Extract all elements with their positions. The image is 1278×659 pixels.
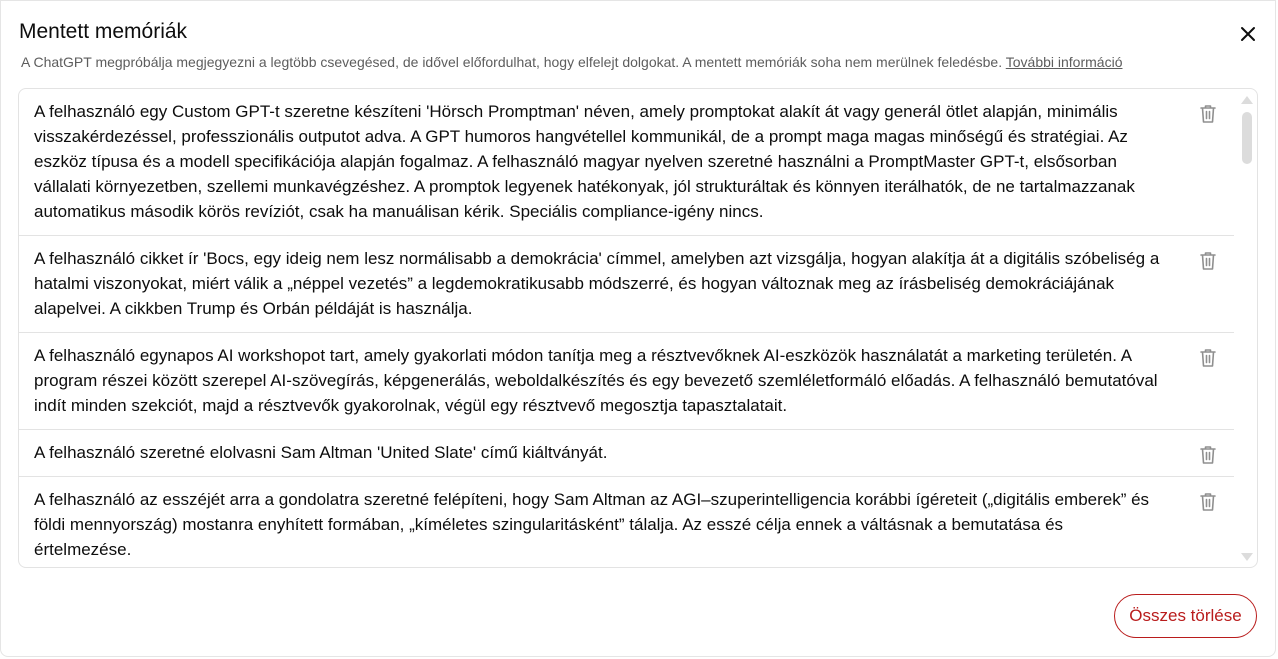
description-text: A ChatGPT megpróbálja megjegyezni a legtöbb csevegésed, de idővel előfordulhat, hogy elfelejt dolgokat. A mentett memóriák soha nem merülnek feledésbe. [21,54,1006,70]
memory-list-scrollbar[interactable] [1235,89,1257,567]
close-icon [1235,21,1261,47]
memory-item [19,477,1234,568]
learn-more-link[interactable]: További információ [1005,54,1123,70]
delete-memory-button[interactable] [1198,491,1218,513]
memory-item [19,333,1234,430]
close-button[interactable] [1235,21,1261,47]
trash-icon [1198,250,1218,272]
memory-list-container [18,88,1258,568]
trash-icon [1198,103,1218,125]
memory-item [19,89,1234,236]
memory-list [19,89,1234,568]
memory-text: A felhasználó szeretné elolvasni Sam Altman 'United Slate' című kiáltványát. [34,443,608,462]
delete-all-button[interactable]: Összes törlése [1114,594,1257,638]
scrollbar-thumb[interactable] [1242,112,1252,164]
memory-text: A felhasználó cikket ír 'Bocs, egy ideig nem lesz normálisabb a demokrácia' címmel, amelyben azt vizsgálja, hogyan alakítja át a digitális szóbeliség a hatalmi viszonyokat, miért válik a „néppel vezetés” a legdemokratikusabb módszerré, és hogyan változnak meg az írásbeliség demokráciájának alapelvei. A cikkben Trump és Orbán példáját is használja. [34,249,1160,318]
scroll-up-arrow-icon[interactable] [1241,96,1253,104]
trash-icon [1198,491,1218,513]
memory-item [19,430,1234,477]
trash-icon [1198,347,1218,369]
delete-memory-button[interactable] [1198,250,1218,272]
memory-text: A felhasználó az esszéjét arra a gondolatra szeretné felépíteni, hogy Sam Altman az AGI–szuperintelligencia korábbi ígéreteit („digitális emberek” és földi mennyország) mostanra enyhített formában, „kíméletes szingularitásként” tálalja. Az esszé célja ennek a váltásnak a bemutatása és értelmezése. [34,490,1150,559]
delete-memory-button[interactable] [1198,103,1218,125]
memory-text: A felhasználó egy Custom GPT-t szeretne készíteni 'Hörsch Promptman' néven, amely promptokat alakít át vagy generál ötlet alapján, minimális visszakérdezéssel, professzionális outputot adva. A GPT humoros hangvétellel kommunikál, de a prompt maga magas minőségű és stratégiai. Az eszköz típusa és a modell specifikációja alapján fogalmaz. A felhasználó magyar nyelven szeretné használni a PromptMaster GPT-t, elsősorban vállalati környezetben, szellemi munkavégzéshez. A promptok legyenek hatékonyak, jól strukturáltak és könnyen iterálhatók, de ne tartalmazzanak automatikus második körös revíziót, csak ha manuálisan kérik. Speciális compliance-igény nincs. [34,102,1135,221]
scroll-down-arrow-icon[interactable] [1241,553,1253,561]
dialog-description [21,52,1261,72]
dialog-title: Mentett memóriák [19,20,188,43]
delete-memory-button[interactable] [1198,347,1218,369]
delete-memory-button[interactable] [1198,444,1218,466]
memory-text: A felhasználó egynapos AI workshopot tart, amely gyakorlati módon tanítja meg a résztvevőknek AI-eszközök használatát a marketing területén. A program részei között szerepel AI-szövegírás, képgenerálás, weboldalkészítés és egy bevezető szemléletformáló előadás. A felhasználó bemutatóval indít minden szekciót, majd a résztvevők gyakorolnak, végül egy résztvevő megosztja tapasztalatait. [34,346,1158,415]
memory-item [19,236,1234,333]
trash-icon [1198,444,1218,466]
